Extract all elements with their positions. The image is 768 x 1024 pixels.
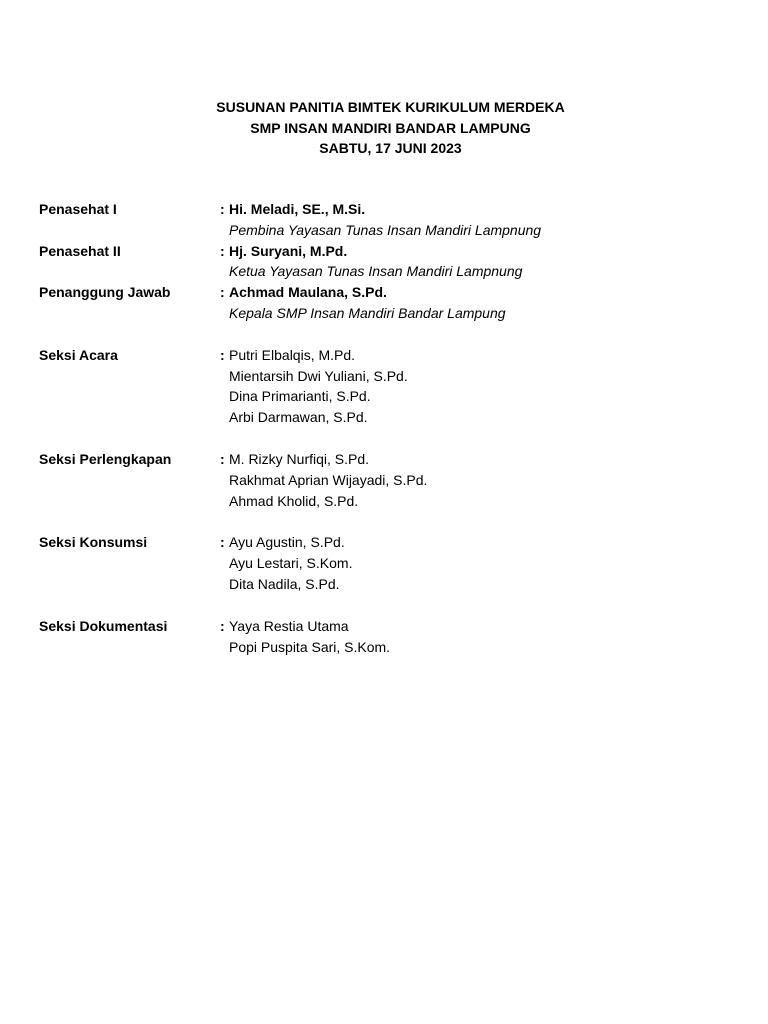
- title-line-1: SUSUNAN PANITIA BIMTEK KURIKULUM MERDEKA: [216, 99, 565, 115]
- member-name: Ahmad Kholid, S.Pd.: [229, 492, 359, 509]
- member-name: Hj. Suryani, M.Pd.: [229, 242, 348, 259]
- member-name: Achmad Maulana, S.Pd.: [229, 284, 387, 301]
- member-name: M. Rizky Nurfiqi, S.Pd.: [229, 450, 370, 467]
- member-name: Rakhmat Aprian Wijayadi, S.Pd.: [229, 471, 428, 488]
- role-label: Seksi Acara: [39, 346, 118, 363]
- member-name: Putri Elbalqis, M.Pd.: [229, 346, 356, 363]
- separator-colon: :: [220, 346, 225, 363]
- separator-colon: :: [220, 201, 225, 217]
- separator-colon: :: [220, 450, 225, 467]
- member-name: Ayu Agustin, S.Pd.: [229, 534, 345, 551]
- member-position: Ketua Yayasan Tunas Insan Mandiri Lampnung: [229, 263, 523, 280]
- member-name: Yaya Restia Utama: [229, 617, 349, 634]
- member-position: Kepala SMP Insan Mandiri Bandar Lampung: [229, 304, 506, 321]
- role-label: Seksi Dokumentasi: [39, 617, 168, 634]
- member-name: Dina Primarianti, S.Pd.: [229, 388, 371, 405]
- section-perlengkapan: [39, 449, 739, 511]
- title-line-3: SABTU, 17 JUNI 2023: [319, 140, 462, 156]
- role-label: Penanggung Jawab: [39, 284, 171, 301]
- document-title: [0, 97, 768, 159]
- section-konsumsi: [39, 532, 739, 594]
- title-line-2: SMP INSAN MANDIRI BANDAR LAMPUNG: [250, 119, 531, 136]
- role-label: Penasehat II: [39, 242, 121, 259]
- role-label: Penasehat I: [39, 201, 117, 217]
- separator-colon: :: [220, 284, 225, 301]
- member-name: Ayu Lestari, S.Kom.: [229, 555, 353, 572]
- advisor-entry-1: [39, 199, 739, 241]
- section-acara: [39, 345, 739, 428]
- separator-colon: :: [220, 534, 225, 551]
- member-name: Arbi Darmawan, S.Pd.: [229, 409, 368, 426]
- separator-colon: :: [220, 617, 225, 634]
- member-name: Popi Puspita Sari, S.Kom.: [229, 638, 391, 655]
- advisors-block: [39, 199, 739, 324]
- role-label: Seksi Konsumsi: [39, 534, 148, 551]
- advisor-entry-2: [39, 241, 739, 283]
- member-name: Hi. Meladi, SE., M.Si.: [229, 201, 366, 217]
- member-name: Mientarsih Dwi Yuliani, S.Pd.: [229, 367, 408, 384]
- committee-list: [39, 199, 739, 657]
- section-dokumentasi: [39, 616, 739, 658]
- advisor-entry-3: [39, 282, 739, 324]
- role-label: Seksi Perlengkapan: [39, 450, 172, 467]
- separator-colon: :: [220, 242, 225, 259]
- member-name: Dita Nadila, S.Pd.: [229, 575, 340, 592]
- member-position: Pembina Yayasan Tunas Insan Mandiri Lampnung: [229, 221, 542, 238]
